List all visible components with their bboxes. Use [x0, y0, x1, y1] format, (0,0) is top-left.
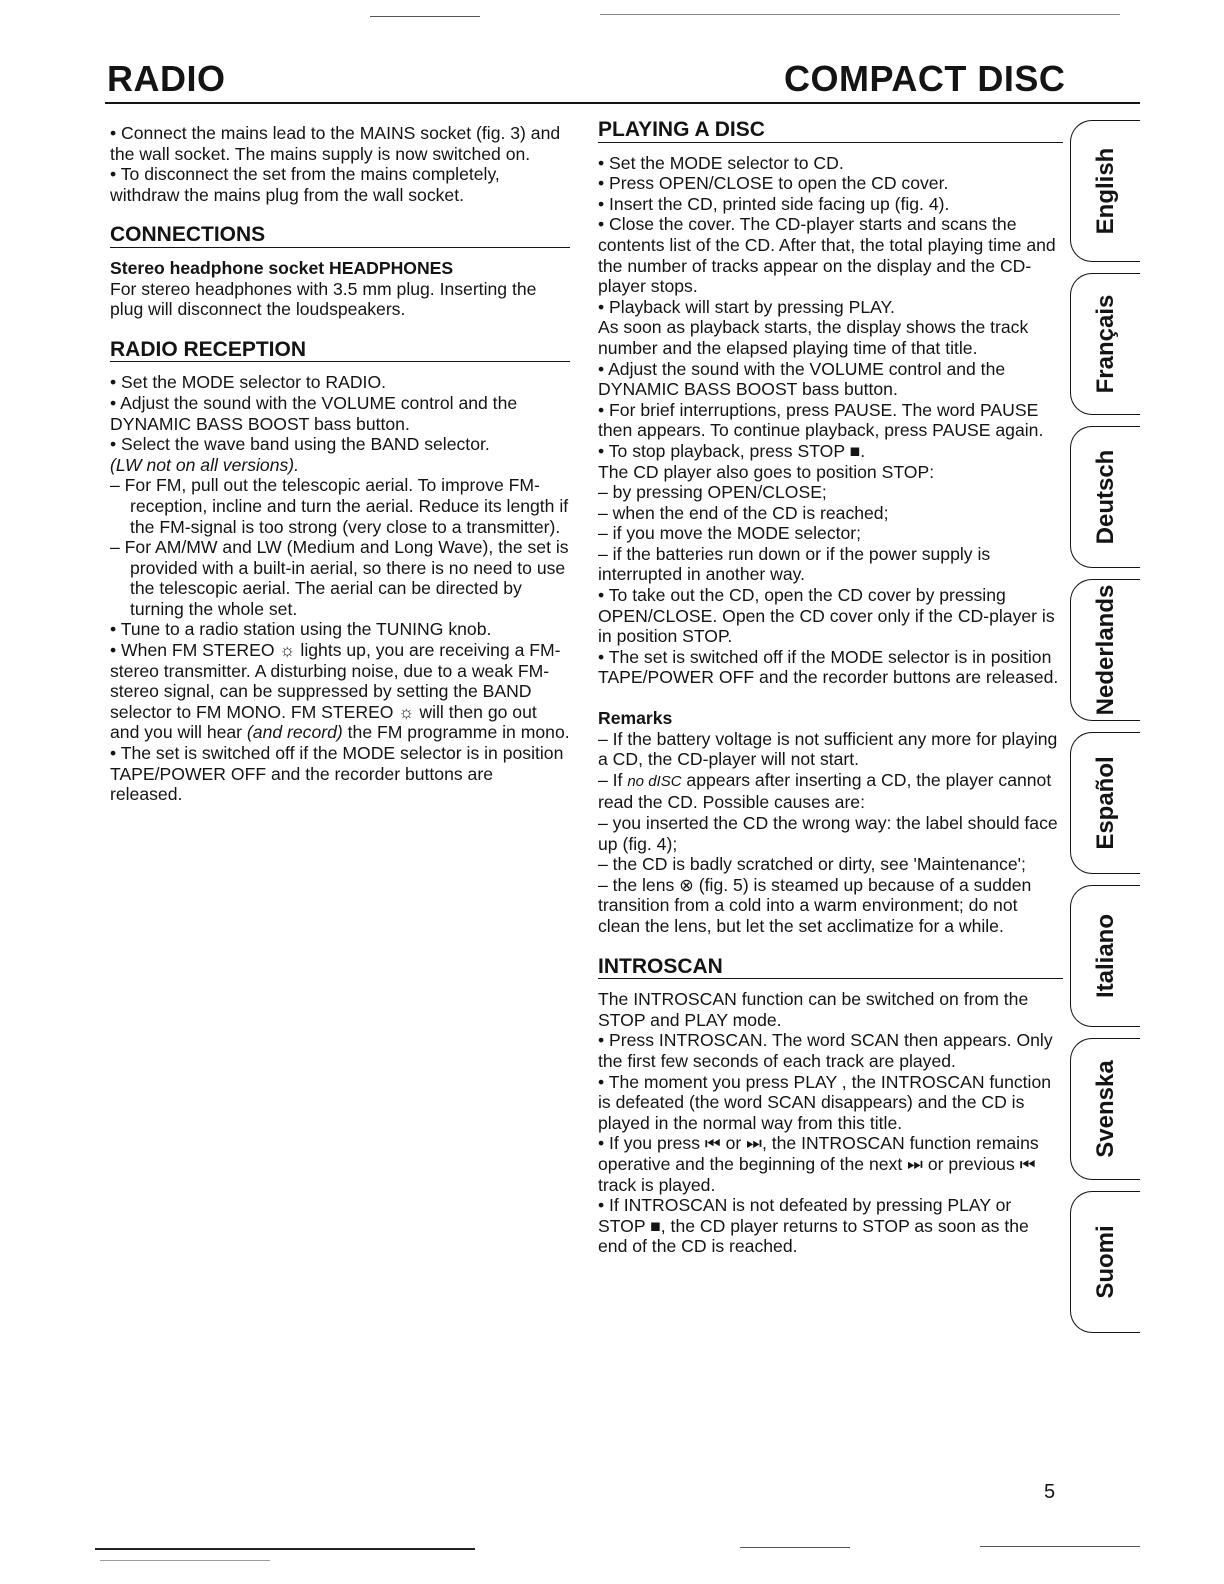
- list-item-fm-stereo: • When FM STEREO ☼ lights up, you are receiving a FM-stereo transmitter. A disturbing noise, due to a weak FM-stereo signal, can be suppressed by setting the BAND selector to FM MONO. FM STEREO ☼ will then go out and you will hear (and record) the FM programme in mono.: [110, 640, 570, 743]
- list-item: • Close the cover. The CD-player starts and scans the contents list of the CD. After that, the total playing time and the number of tracks appear on the display and the CD-player stops.: [598, 214, 1056, 297]
- list-item: • To stop playback, press STOP ■.: [598, 440, 866, 461]
- remark-item: – the lens ⊗ (fig. 5) is steamed up because of a sudden transition from a cold into a warm environment; do not clean the lens, but let the set acclimatize for a while.: [598, 874, 1032, 936]
- list-item: • The set is switched off if the MODE selector is in position TAPE/POWER OFF and the recorder buttons are released.: [598, 646, 1059, 688]
- tab-italiano[interactable]: Italiano: [1070, 885, 1150, 1027]
- subheading-headphones: Stereo headphone socket HEADPHONES: [110, 257, 454, 278]
- remark-item: – you inserted the CD the wrong way: the label should face up (fig. 4);: [598, 813, 1058, 854]
- list-item: • Insert the CD, printed side facing up (fig. 4).: [598, 193, 950, 214]
- display-text: no dISC: [627, 772, 682, 790]
- tab-francais[interactable]: Français: [1070, 273, 1150, 415]
- dash-item: – by pressing OPEN/CLOSE;: [598, 482, 827, 503]
- lw-note: (LW not on all versions).: [110, 454, 300, 475]
- scan-noise-bottom: [740, 1547, 850, 1548]
- remark-item: – If the battery voltage is not sufficient any more for playing a CD, the CD-player will not start.: [598, 728, 1058, 770]
- tab-svenska[interactable]: Svenska: [1070, 1038, 1150, 1180]
- tab-deutsch[interactable]: Deutsch: [1070, 426, 1150, 568]
- scan-noise-top: [370, 16, 480, 17]
- header-rule: [105, 102, 1140, 104]
- scan-noise-bottom: [100, 1560, 270, 1561]
- remark-item: – the CD is badly scratched or dirty, see 'Maintenance';: [598, 854, 1026, 875]
- page-title-compact-disc: COMPACT DISC: [784, 58, 1066, 99]
- list-item: • Press OPEN/CLOSE to open the CD cover.: [598, 173, 949, 194]
- dash-item: – For AM/MW and LW (Medium and Long Wave), the set is provided with a built-in aerial, so there is no need to use the telescopic aerial. The aerial can be directed by turning the whole set.: [110, 537, 569, 619]
- section-title-introscan: INTROSCAN: [598, 957, 1063, 980]
- dash-item: – if you move the MODE selector;: [598, 523, 862, 544]
- section-title-radio-reception: RADIO RECEPTION: [110, 340, 570, 363]
- list-item: • To take out the CD, open the CD cover by pressing OPEN/CLOSE. Open the CD cover only if the CD-player is in position STOP.: [598, 585, 1055, 647]
- paragraph: The CD player also goes to position STOP:: [598, 461, 935, 482]
- paragraph: As soon as playback starts, the display shows the track number and the elapsed playing time of that title.: [598, 317, 1029, 358]
- scan-noise-bottom: [95, 1548, 475, 1550]
- list-item: • Set the MODE selector to RADIO.: [110, 372, 387, 393]
- list-item: • If INTROSCAN is not defeated by pressing PLAY or STOP ■, the CD player returns to STOP as soon as the end of the CD is reached.: [598, 1195, 1029, 1257]
- remarks-heading: Remarks: [598, 708, 673, 729]
- list-item: • Tune to a radio station using the TUNING knob.: [110, 619, 492, 640]
- tab-espanol[interactable]: Español: [1070, 732, 1150, 874]
- list-item: • Adjust the sound with the VOLUME control and the DYNAMIC BASS BOOST bass button.: [110, 392, 518, 434]
- list-item: • The set is switched off if the MODE selector is in position TAPE/POWER OFF and the recorder buttons are released.: [110, 743, 564, 805]
- paragraph: • To disconnect the set from the mains completely, withdraw the mains plug from the wall socket.: [110, 164, 500, 205]
- list-item: • For brief interruptions, press PAUSE. The word PAUSE then appears. To continue playback, press PAUSE again.: [598, 399, 1044, 441]
- dash-item: – For FM, pull out the telescopic aerial. To improve FM-reception, incline and turn the aerial. Reduce its length if the FM-signal is too strong (very close to a transmitter).: [110, 475, 569, 537]
- page-title-radio: RADIO: [107, 58, 226, 99]
- remark-item: – If no dISC appears after inserting a CD, the player cannot read the CD. Possible causes are:: [598, 769, 1052, 813]
- left-column: [110, 123, 570, 805]
- list-item: • The moment you press PLAY , the INTROSCAN function is defeated (the word SCAN disappears) and the CD is played in the normal way from this title.: [598, 1071, 1052, 1133]
- language-tabs: [1070, 120, 1150, 1344]
- dash-item: – when the end of the CD is reached;: [598, 502, 889, 523]
- tab-suomi[interactable]: Suomi: [1070, 1191, 1150, 1333]
- tab-nederlands[interactable]: Nederlands: [1070, 579, 1150, 721]
- section-title-playing-a-disc: PLAYING A DISC: [598, 120, 1063, 143]
- page-number: 5: [1044, 1481, 1056, 1503]
- paragraph: The INTROSCAN function can be switched on from the STOP and PLAY mode.: [598, 989, 1029, 1030]
- list-item: • Select the wave band using the BAND selector.: [110, 434, 490, 455]
- list-item: • Set the MODE selector to CD.: [598, 152, 844, 173]
- right-column: [598, 120, 1063, 1257]
- scan-noise-top: [600, 14, 1120, 15]
- paragraph: For stereo headphones with 3.5 mm plug. Inserting the plug will disconnect the loudspeakers.: [110, 278, 537, 320]
- section-title-connections: CONNECTIONS: [110, 225, 570, 248]
- list-item: • Adjust the sound with the VOLUME control and the DYNAMIC BASS BOOST bass button.: [598, 358, 1006, 400]
- scan-noise-bottom: [980, 1546, 1140, 1547]
- list-item: • Press INTROSCAN. The word SCAN then appears. Only the first few seconds of each track are played.: [598, 1030, 1053, 1071]
- dash-item: – if the batteries run down or if the power supply is interrupted in another way.: [598, 543, 991, 585]
- tab-english[interactable]: English: [1070, 120, 1150, 262]
- list-item: • Playback will start by pressing PLAY.: [598, 296, 895, 317]
- list-item: • If you press ⏮ or ⏭, the INTROSCAN function remains operative and the beginning of the next ⏭ or previous ⏮ track is played.: [598, 1133, 1039, 1195]
- paragraph: • Connect the mains lead to the MAINS socket (fig. 3) and the wall socket. The mains supply is now switched on.: [110, 123, 561, 164]
